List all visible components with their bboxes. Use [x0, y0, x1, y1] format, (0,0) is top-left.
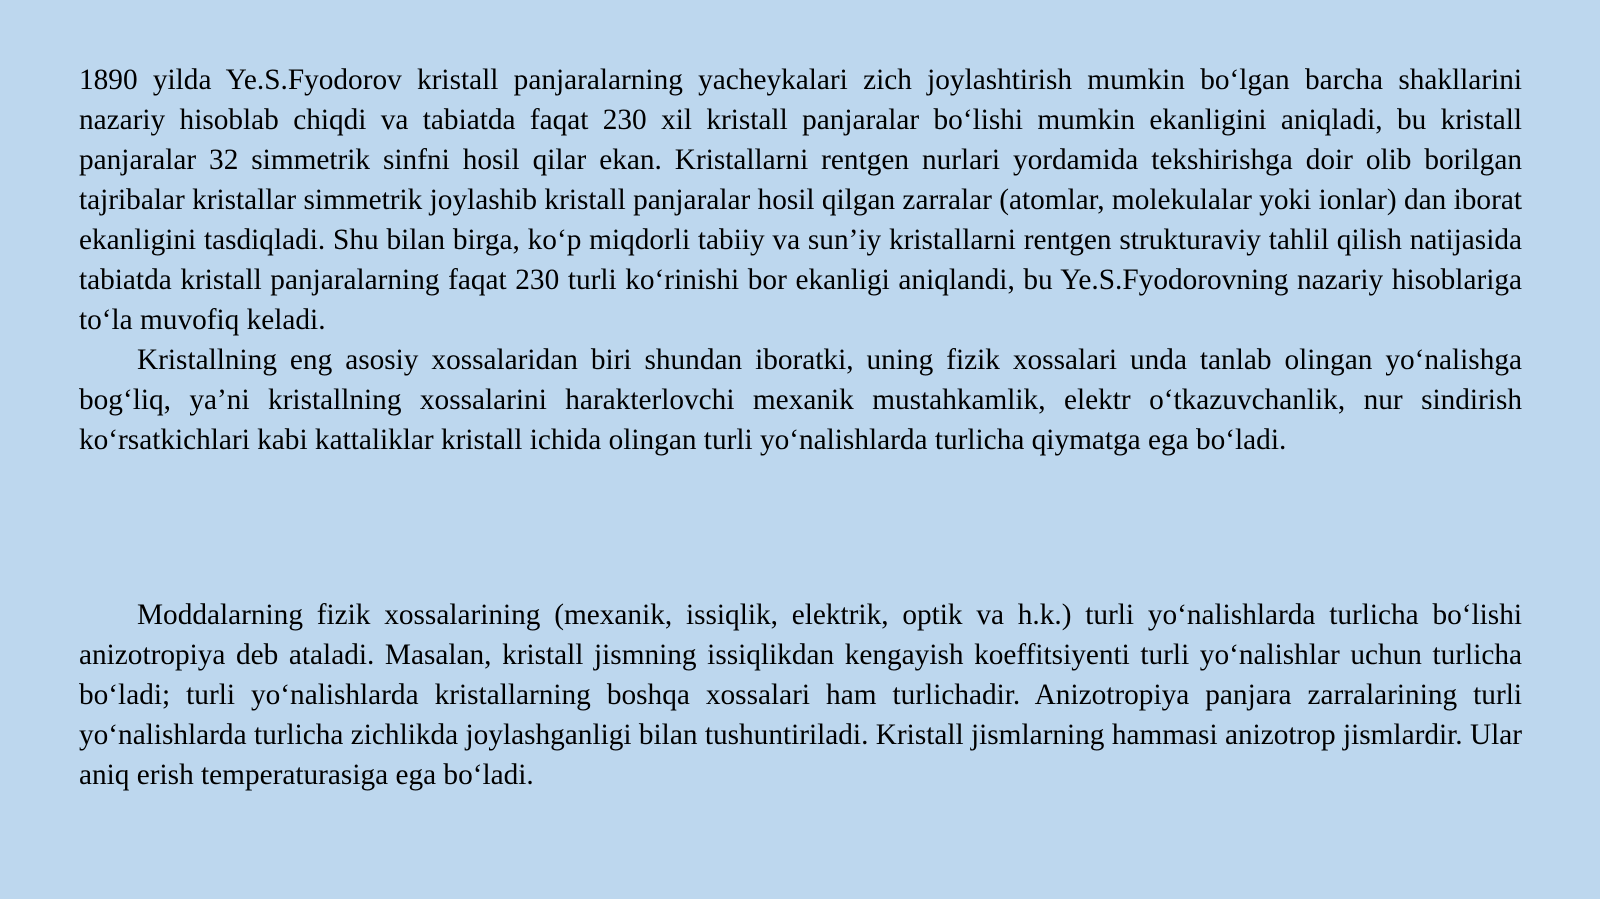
- text-block-bottom: [79, 595, 1522, 795]
- text-block-top: [79, 60, 1522, 460]
- paragraph-crystal-properties: Kristallning eng asosiy xossalaridan biri shundan iboratki, uning fizik xossalari unda tanlab olingan yo‘nalishga bog‘liq, ya’ni kristallning xossalarini harakterlovchi mexanik mustahkamlik, elektr o‘tkazuvchanlik, nur sindirish ko‘rsatkichlari kabi kattaliklar kristall ichida olingan turli yo‘nalishlarda turlicha qiymatga ega bo‘ladi.: [79, 344, 1522, 456]
- paragraph-anisotropy: Moddalarning fizik xossalarining (mexanik, issiqlik, elektrik, optik va h.k.) turli yo‘nalishlarda turlicha bo‘lishi anizotropiya deb ataladi. Masalan, kristall jismning issiqlikdan kengayish koeffitsiyenti turli yo‘nalishlar uchun turlicha bo‘ladi; turli yo‘nalishlarda kristallarning boshqa xossalari ham turlichadir. Anizotropiya panjara zarralarining turli yo‘nalishlarda turlicha zichlikda joylashganligi bilan tushuntiriladi. Kristall jismlarning hammasi anizotrop jismlardir. Ular aniq erish temperaturasiga ega bo‘ladi.: [79, 599, 1522, 791]
- paragraph-fyodorov: 1890 yilda Ye.S.Fyodorov kristall panjaralarning yacheykalari zich joylashtirish mumkin bo‘lgan barcha shakllarini nazariy hisoblab chiqdi va tabiatda faqat 230 xil kristall panjaralar bo‘lishi mumkin ekanligini aniqladi, bu kristall panjaralar 32 simmetrik sinfni hosil qilar ekan. Kristallarni rentgen nurlari yordamida tekshirishga doir olib borilgan tajribalar kristallar simmetrik joylashib kristall panjaralar hosil qilgan zarralar (atomlar, molekulalar yoki ionlar) dan iborat ekanligini tasdiqladi. Shu bilan birga, ko‘p miqdorli tabiiy va sun’iy kristallarni rentgen strukturaviy tahlil qilish natijasida tabiatda kristall panjaralarning faqat 230 turli ko‘rinishi bor ekanligi aniqlandi, bu Ye.S.Fyodorovning nazariy hisoblariga to‘la muvofiq keladi.: [79, 64, 1522, 336]
